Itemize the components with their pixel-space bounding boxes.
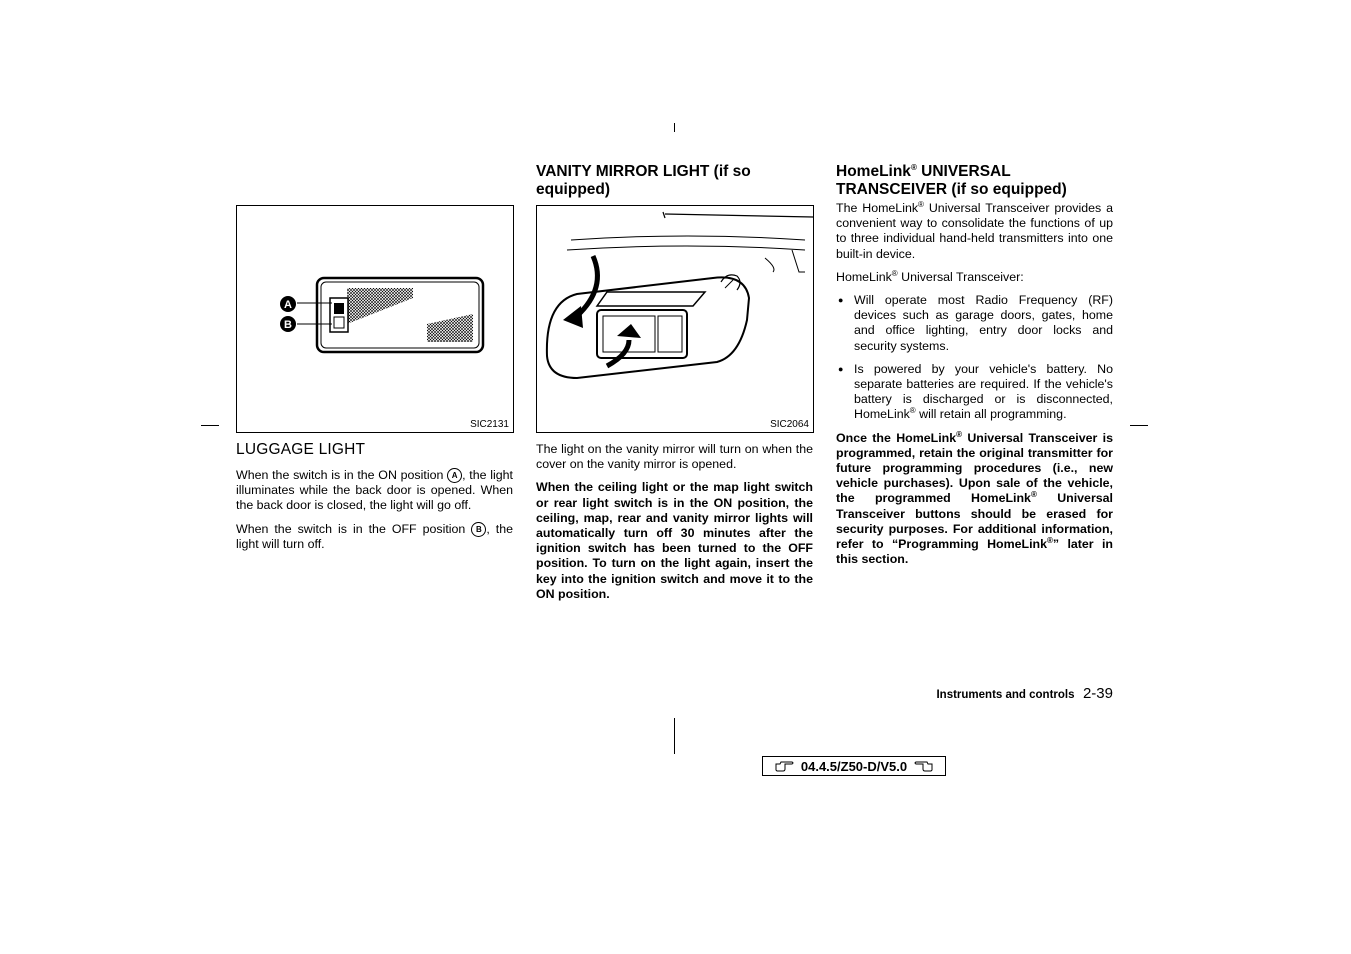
section-title: VANITY MIRROR LIGHT (if so equipped)	[536, 163, 751, 198]
page-footer	[880, 685, 1113, 703]
crop-mark-right	[1130, 425, 1148, 426]
figure-code: SIC2131	[470, 419, 509, 430]
paragraph: HomeLink® Universal Transceiver:	[836, 268, 1024, 284]
hand-pointing-right-icon	[775, 760, 795, 772]
bullet-list	[836, 293, 1113, 423]
paragraph: When the switch is in the ON position A , the light illuminates while the back door is opened. When the back door is closed, the light will go off.	[236, 468, 513, 513]
document-code: 04.4.5/Z50-D/V5.0	[800, 758, 908, 774]
vanity-mirror-figure	[536, 205, 814, 433]
luggage-light-illustration	[237, 206, 513, 432]
crop-mark-top	[674, 123, 675, 132]
note-paragraph: Once the HomeLink® Universal Transceiver is programmed, retain the original transmitter for future programming procedures (i.e., new vehicle purchases). Upon sale of the vehicle, the programmed HomeLink® Universal Transceiver buttons should be erased for security purposes. For additional information, refer to “Programming HomeLink®” later in this section.	[836, 429, 1114, 567]
vanity-mirror-illustration	[537, 206, 813, 432]
footer-section-name: Instruments and controls	[936, 689, 1075, 701]
crop-mark-bottom	[674, 718, 675, 754]
paragraph: The HomeLink® Universal Transceiver provides a convenient way to consolidate the functions of up to three individual hand-held transmitters into one built-in device.	[836, 199, 1113, 261]
section-title: LUGGAGE LIGHT	[236, 441, 366, 458]
section-title: HomeLink® UNIVERSAL TRANSCEIVER (if so equipped)	[836, 162, 1067, 198]
figure-label-a: A	[284, 299, 292, 311]
list-item: ● Is powered by your vehicle's battery. No separate batteries are required. If the vehicle's battery is discharged or is disconnected, HomeLink® will retain all programming.	[836, 362, 1113, 423]
page-number: 2-39	[1082, 685, 1113, 702]
marker-b: B	[471, 522, 486, 537]
figure-code: SIC2064	[770, 419, 809, 430]
luggage-light-section	[236, 441, 513, 560]
list-item: ● Will operate most Radio Frequency (RF) devices such as garage doors, gates, home and office lighting, entry door locks and security systems.	[836, 293, 1113, 354]
document-code-box	[762, 756, 946, 776]
vanity-mirror-section	[536, 442, 813, 610]
luggage-light-figure	[236, 205, 514, 433]
crop-mark-left	[201, 425, 219, 426]
hand-pointing-left-icon	[913, 760, 933, 772]
warning-paragraph: When the ceiling light or the map light switch or rear light switch is in the ON position, the ceiling, map, rear and vanity mirror lights will automatically turn off 30 minutes after the ignition switch has been turned to the OFF position. To turn on the light again, insert the key into the ignition switch and move it to the ON position.	[536, 480, 813, 601]
figure-label-b: B	[284, 319, 292, 331]
paragraph: When the switch is in the OFF position B , the light will turn off.	[236, 521, 513, 551]
homelink-section	[836, 201, 1113, 575]
paragraph: The light on the vanity mirror will turn on when the cover on the vanity mirror is opened.	[536, 442, 813, 472]
marker-a: A	[447, 468, 462, 483]
